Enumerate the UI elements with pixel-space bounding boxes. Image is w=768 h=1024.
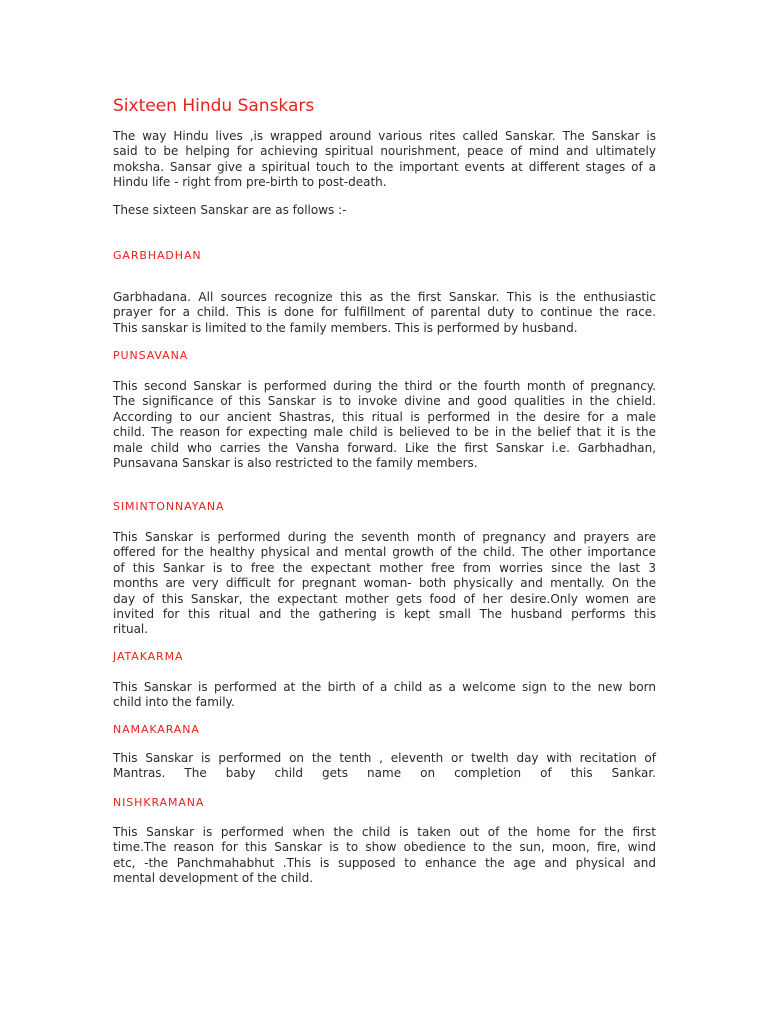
text-line: This Sanskar is performed during the seventh month of pregnancy and prayers are xyxy=(113,530,656,544)
text-line: Mantras. The baby child gets name on completion of this Sankar. xyxy=(113,766,656,781)
text-line: This second Sanskar is performed during the third or the fourth month of pregnancy. xyxy=(113,379,656,393)
text-line: months are very difficult for pregnant woman- both physically and mentally. On the xyxy=(113,576,656,591)
section-paragraph-punsavana xyxy=(113,379,656,471)
text-line: etc, -the Panchmahabhut .This is supposed to enhance the age and physical and xyxy=(113,855,656,870)
text-line: This Sanskar is performed on the tenth , eleventh or twelth day with recitation of xyxy=(113,751,656,765)
section-paragraph-simintonnayana xyxy=(113,530,656,638)
text-line: child. The reason for expecting male child is believed to be in the belief that it is the xyxy=(113,425,656,440)
section-heading-namakarana: NAMAKARANA xyxy=(113,723,200,736)
section-paragraph-jatakarma xyxy=(113,680,656,711)
text-line: invited for this ritual and the gathering is kept small The husband performs this xyxy=(113,607,656,622)
section-paragraph-garbhadhan xyxy=(113,290,656,336)
text-line: ritual. xyxy=(113,622,149,637)
lead-in-text xyxy=(113,203,656,218)
text-line: prayer for a child. This is done for fulfillment of parental duty to continue the race. xyxy=(113,305,656,320)
text-line: The significance of this Sanskar is to invoke divine and good qualities in the chield. xyxy=(113,394,656,409)
text-line: Garbhadana. All sources recognize this as the first Sanskar. This is the enthusiastic xyxy=(113,290,656,304)
text-line: said to be helping for achieving spiritual nourishment, peace of mind and ultimately xyxy=(113,144,656,159)
text-line: offered for the healthy physical and mental growth of the child. The other importance xyxy=(113,545,656,560)
text-line: male child who carries the Vansha forward. Like the first Sanskar i.e. Garbhadhan, xyxy=(113,440,656,455)
text-line: This Sanskar is performed when the child is taken out of the home for the first xyxy=(113,825,656,839)
text-line: The way Hindu lives ,is wrapped around various rites called Sanskar. The Sanskar is xyxy=(113,129,656,143)
text-line: Hindu life - right from pre-birth to post-death. xyxy=(113,175,387,190)
page-title: Sixteen Hindu Sanskars xyxy=(113,96,315,116)
text-line: Punsavana Sanskar is also restricted to the family members. xyxy=(113,456,478,471)
text-line: According to our ancient Shastras, this ritual is performed in the desire for a male xyxy=(113,409,656,424)
text-line: child into the family. xyxy=(113,695,235,710)
text-line: These sixteen Sanskar are as follows :- xyxy=(113,203,347,217)
text-line: This sanskar is limited to the family members. This is performed by husband. xyxy=(113,320,578,335)
text-line: This Sanskar is performed at the birth of a child as a welcome sign to the new born xyxy=(113,680,656,694)
text-line: mental development of the child. xyxy=(113,871,314,886)
text-line: time.The reason for this Sanskar is to show obedience to the sun, moon, fire, wind xyxy=(113,840,656,855)
text-line: day of this Sanskar, the expectant mother gets food of her desire.Only women are xyxy=(113,591,656,606)
text-line: of this Sankar is to free the expectant mother free from worries since the last 3 xyxy=(113,560,656,575)
section-paragraph-namakarana xyxy=(113,751,656,782)
section-heading-garbhadhan: GARBHADHAN xyxy=(113,249,202,262)
section-paragraph-nishkramana xyxy=(113,825,656,887)
text-line: moksha. Sansar give a spiritual touch to the important events at different stages of a xyxy=(113,159,656,174)
section-heading-punsavana: PUNSAVANA xyxy=(113,349,189,362)
section-heading-nishkramana: NISHKRAMANA xyxy=(113,796,205,809)
intro-paragraph xyxy=(113,129,656,191)
section-heading-simintonnayana: SIMINTONNAYANA xyxy=(113,500,225,513)
section-heading-jatakarma: JATAKARMA xyxy=(113,650,184,663)
